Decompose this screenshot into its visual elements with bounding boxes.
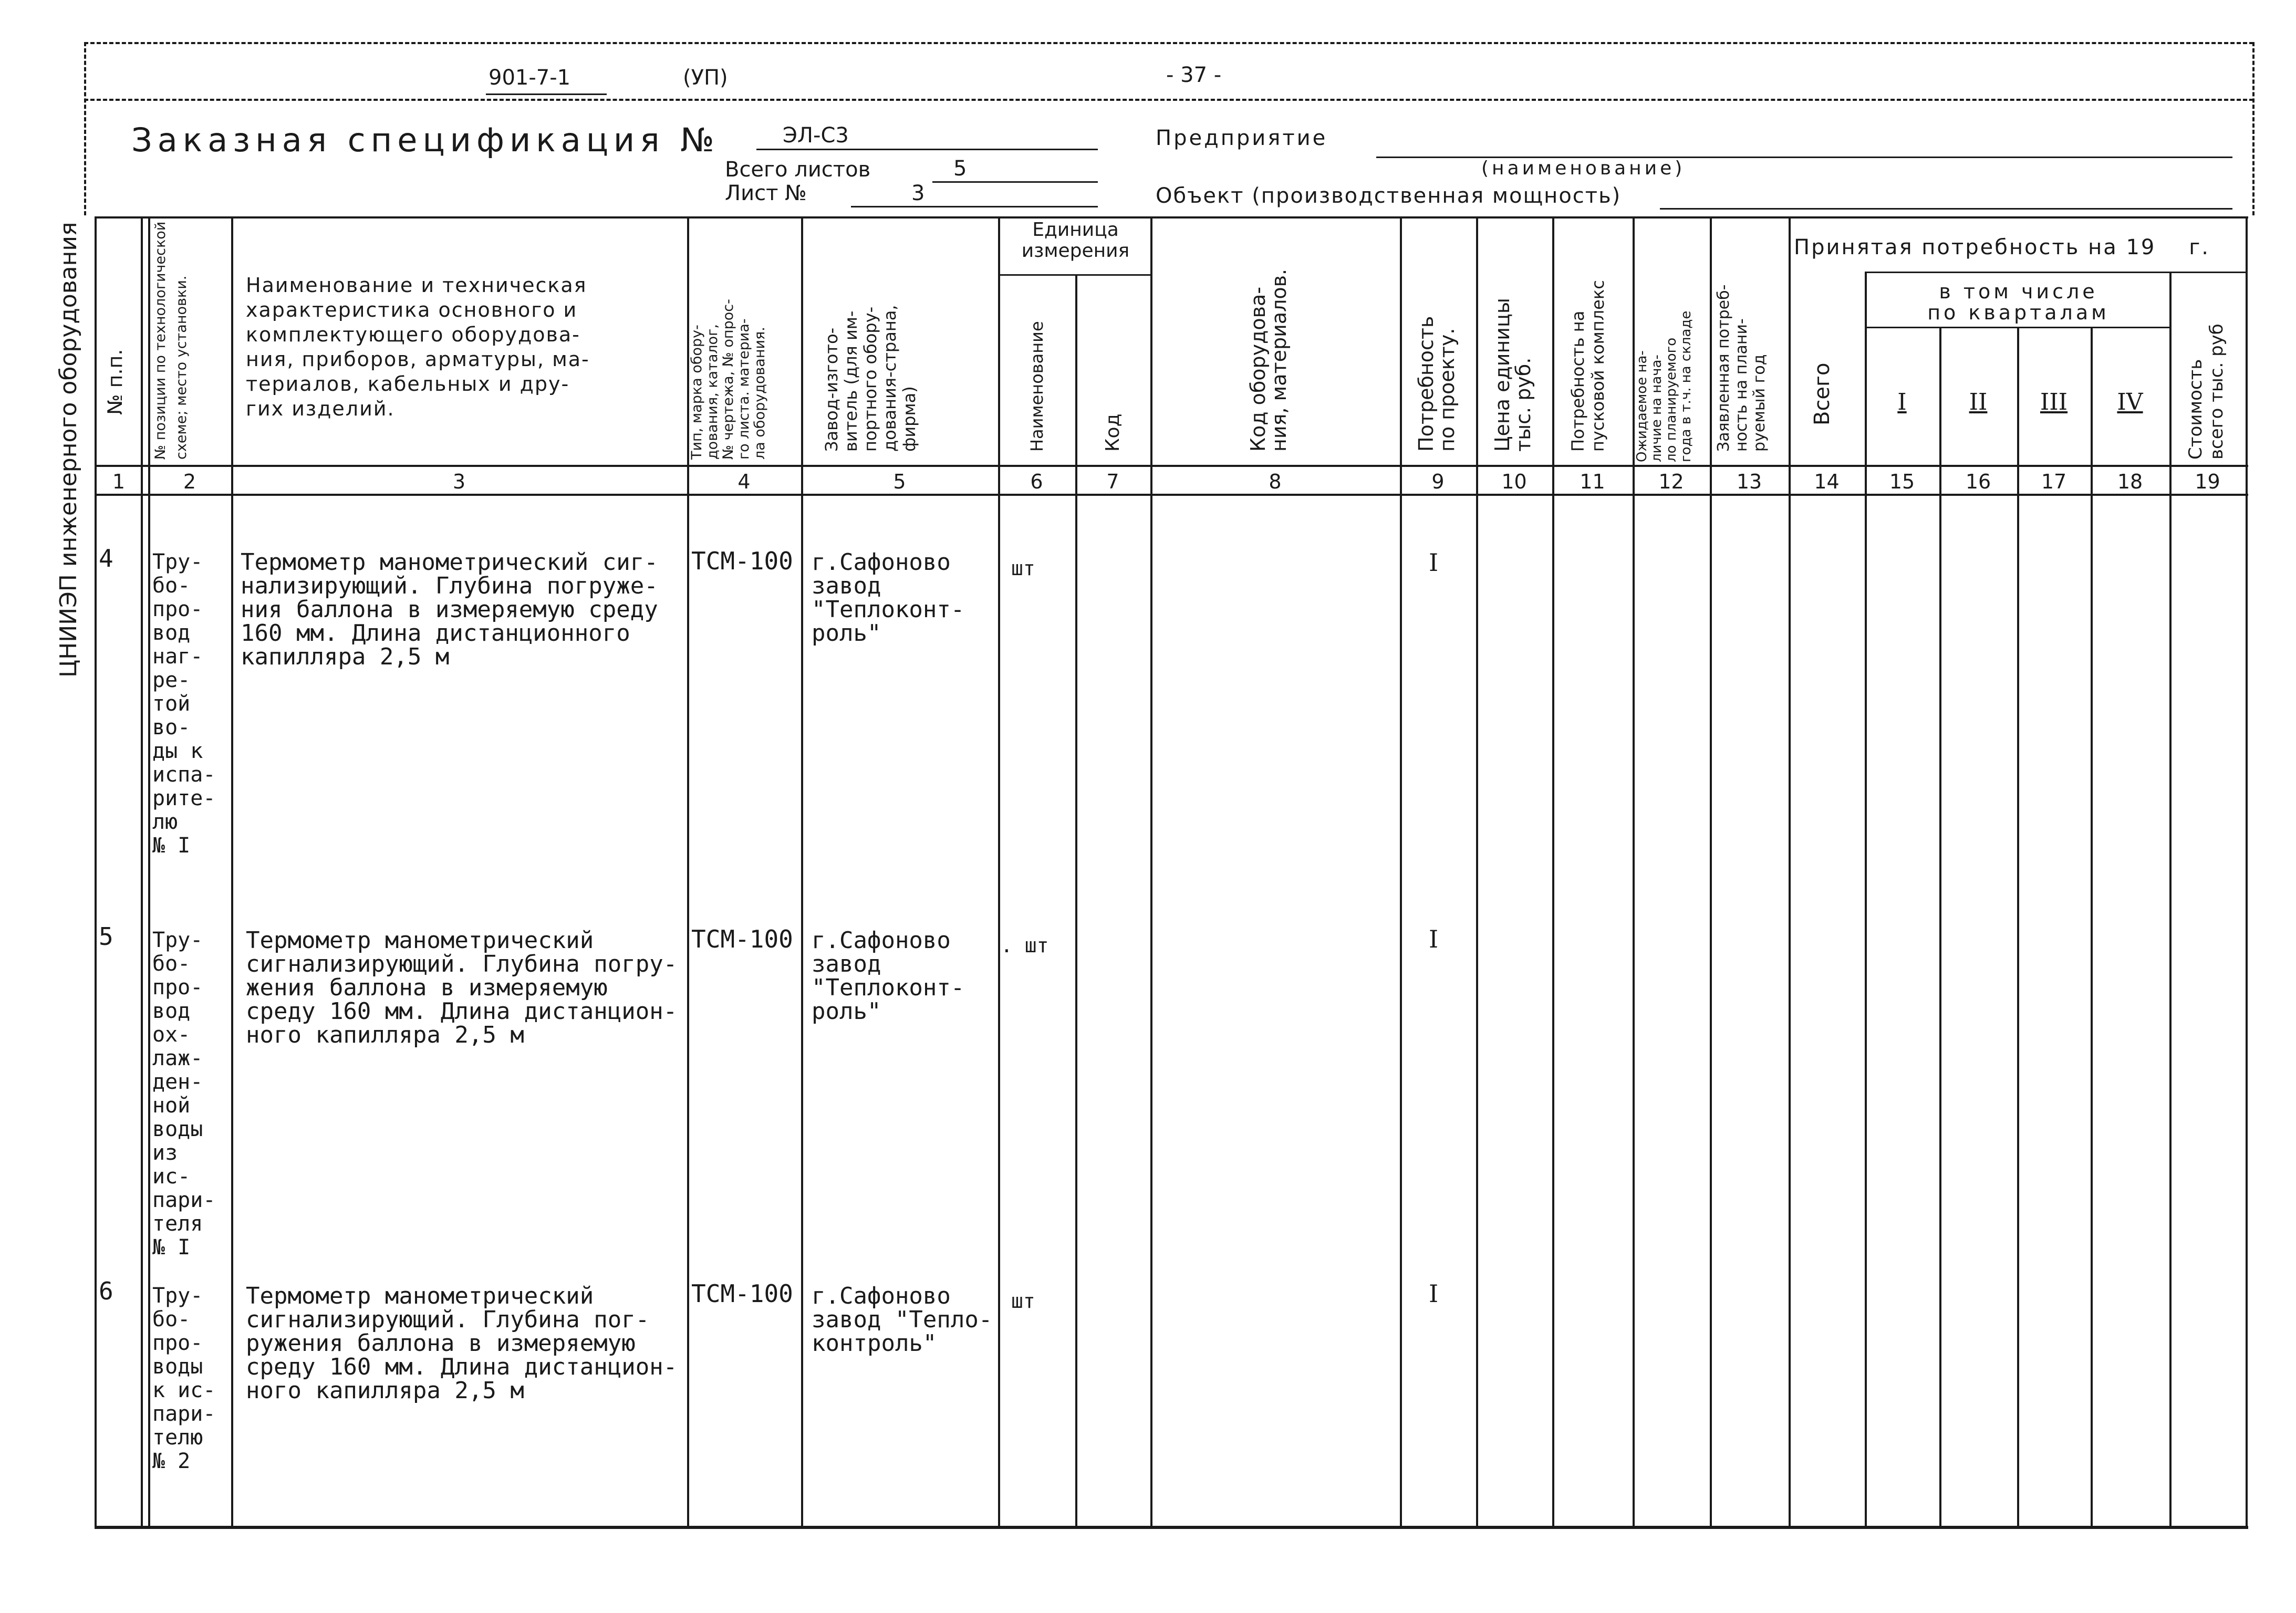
col-sep-10 xyxy=(1552,216,1554,1528)
col8-header: Код оборудова- ния, материалов. xyxy=(1246,268,1291,452)
colnum-11: 11 xyxy=(1580,470,1605,493)
col2-header: № позиции по технологической схеме; место установки. xyxy=(152,221,190,460)
col-sep-9 xyxy=(1476,216,1478,1528)
row4-unit: шт xyxy=(1011,557,1035,580)
col3-header: Наименование и техническая характеристика основного и комплектующего оборудова- ния, приборов, арматуры, ма- териалов, кабельных и дру- гих изделий. xyxy=(246,274,590,420)
col-sep-4 xyxy=(801,216,803,1528)
quarters-group-line xyxy=(1865,327,2172,328)
col16-header: II xyxy=(1969,389,1988,415)
frame-top-2 xyxy=(84,99,2253,101)
row4-type: ТСМ-100 xyxy=(691,547,793,575)
row4-need: I xyxy=(1429,548,1439,577)
doc-code: 901-7-1 xyxy=(489,66,571,90)
total-sheets-value: 5 xyxy=(953,157,967,181)
doc-album: (УП) xyxy=(683,66,728,90)
row5-maker: г.Сафоново завод "Теплоконт- роль" xyxy=(812,927,965,1025)
row5-num: 5 xyxy=(99,922,113,951)
row5-position: Тру- бо- про- вод ох- лаж- ден- ной воды из ис- пари- теля № I xyxy=(152,928,216,1260)
colnum-1: 1 xyxy=(112,470,126,493)
col1-header: № п.п. xyxy=(103,349,127,415)
col-sep-5 xyxy=(998,216,1000,1528)
colnum-4: 4 xyxy=(737,470,751,493)
spec-title: Заказная спецификация № xyxy=(131,121,720,159)
col6-header: Наименование xyxy=(1027,321,1047,452)
col-sep-17 xyxy=(2091,328,2093,1528)
colnum-5: 5 xyxy=(893,470,906,493)
accepted-group-line xyxy=(1865,272,2247,273)
col19-header: Стоимость всего тыс. руб xyxy=(2185,324,2227,460)
row6-num: 6 xyxy=(99,1277,113,1305)
col4-header: Тип, марка обору- дования, каталог, № чертежа, № опрос- го листа. материа- ла оборудования. xyxy=(689,299,768,460)
sheet-underline xyxy=(851,206,1098,207)
colnum-19: 19 xyxy=(2195,470,2220,493)
col9-header: Потребность по проекту. xyxy=(1415,316,1459,452)
header-bottom xyxy=(95,465,2248,467)
col10-header: Цена единицы тыс. руб. xyxy=(1491,298,1535,452)
row6-name: Термометр манометрический сигнализирующий. Глубина пог- ружения баллона в измеряемую среду 160 мм. Длина дистанцион- ного капилляра 2,5 м xyxy=(246,1283,678,1404)
col-sep-19 xyxy=(2246,216,2248,1528)
numbers-bottom xyxy=(95,494,2248,496)
colnum-3: 3 xyxy=(452,470,466,493)
col-sep-13 xyxy=(1789,216,1791,1528)
col-sep-18 xyxy=(2169,273,2172,1528)
col17-header: III xyxy=(2040,389,2068,415)
colnum-16: 16 xyxy=(1965,470,1991,493)
unit-group-header: Единица измерения xyxy=(1021,219,1130,262)
col7-header: Код xyxy=(1102,413,1124,452)
row4-position: Тру- бо- про- вод наг- ре- той во- ды к испа- рите- лю № I xyxy=(152,550,216,858)
col-sep-12 xyxy=(1710,216,1712,1528)
object-underline xyxy=(1660,208,2232,210)
col-sep-15 xyxy=(1939,328,1941,1528)
colnum-14: 14 xyxy=(1814,470,1840,493)
row5-unit: . шт xyxy=(1001,934,1049,957)
colnum-15: 15 xyxy=(1889,470,1915,493)
colnum-12: 12 xyxy=(1658,470,1684,493)
naming-label: (наименование) xyxy=(1481,158,1686,179)
frame-left xyxy=(84,42,86,215)
col14-header: Всего xyxy=(1810,362,1834,425)
total-sheets-label: Всего листов xyxy=(725,158,871,182)
row5-type: ТСМ-100 xyxy=(691,925,793,953)
row6-need: I xyxy=(1429,1279,1439,1308)
enterprise-label: Предприятие xyxy=(1156,126,1328,150)
frame-right xyxy=(2252,42,2255,215)
sheet-label: Лист № xyxy=(725,181,807,205)
colnum-17: 17 xyxy=(2041,470,2067,493)
table-top xyxy=(95,216,2248,218)
col12-header: Ожидаемое на- личие на нача- ло планируемого года в т.ч. на складе xyxy=(1634,310,1694,462)
colnum-10: 10 xyxy=(1501,470,1527,493)
colnum-9: 9 xyxy=(1431,470,1445,493)
object-label: Объект (производственная мощность) xyxy=(1156,184,1622,208)
table-bottom xyxy=(95,1526,2248,1529)
col18-header: IV xyxy=(2117,389,2143,415)
col-sep-7 xyxy=(1150,216,1152,1528)
sheet-value: 3 xyxy=(911,181,925,205)
colnum-13: 13 xyxy=(1736,470,1762,493)
row5-need: I xyxy=(1429,925,1439,953)
col-sep-6 xyxy=(1075,276,1077,1528)
doc-code-underline xyxy=(486,93,607,95)
col-sep-1 xyxy=(141,216,143,1528)
colnum-2: 2 xyxy=(183,470,196,493)
row4-maker: г.Сафоново завод "Теплоконт- роль" xyxy=(812,549,965,647)
colnum-8: 8 xyxy=(1269,470,1282,493)
row6-position: Тру- бо- про- воды к ис- пари- телю № 2 xyxy=(152,1284,216,1473)
colnum-7: 7 xyxy=(1106,470,1119,493)
col-sep-2 xyxy=(231,216,233,1528)
quarters-group-header: в том числе по кварталам xyxy=(1927,280,2110,324)
col-sep-14 xyxy=(1865,273,1867,1528)
row6-type: ТСМ-100 xyxy=(691,1279,793,1308)
col-sep-8 xyxy=(1400,216,1402,1528)
row5-name: Термометр манометрический сигнализирующий. Глубина погру- жения баллона в измеряемую среду 160 мм. Длина дистанцион- ного капилляра 2,5 м xyxy=(246,927,678,1048)
col-sep-0 xyxy=(95,216,97,1528)
accepted-group-header: Принятая потребность на 19 г. xyxy=(1794,235,2210,259)
col13-header: Заявленная потреб- ность на плани- руемый год xyxy=(1715,284,1769,452)
side-label: ЦНИИЭП инженерного оборудования xyxy=(55,222,82,678)
col11-header: Потребность на пусковой комплекс xyxy=(1568,280,1608,452)
colnum-6: 6 xyxy=(1030,470,1043,493)
col15-header: I xyxy=(1897,389,1907,415)
spec-number: ЭЛ-С3 xyxy=(783,123,849,148)
unit-group-line xyxy=(998,274,1152,276)
total-sheets-underline xyxy=(932,181,1098,183)
colnum-18: 18 xyxy=(2117,470,2143,493)
frame-top xyxy=(84,42,2253,44)
row4-name: Термометр манометрический сиг- нализирующий. Глубина погруже- ния баллона в измеряемую среду 160 мм. Длина дистанционного капилляра 2,5 м xyxy=(241,549,658,670)
col-sep-16 xyxy=(2017,328,2019,1528)
page-number: - 37 - xyxy=(1166,63,1222,87)
col5-header: Завод-изгото- витель (для им- портного обору- дования-страна, фирма) xyxy=(822,305,919,452)
row6-unit: шт xyxy=(1011,1289,1035,1313)
row4-num: 4 xyxy=(99,544,113,573)
row6-maker: г.Сафоново завод "Тепло- контроль" xyxy=(812,1283,993,1357)
spec-number-underline xyxy=(756,149,1098,150)
